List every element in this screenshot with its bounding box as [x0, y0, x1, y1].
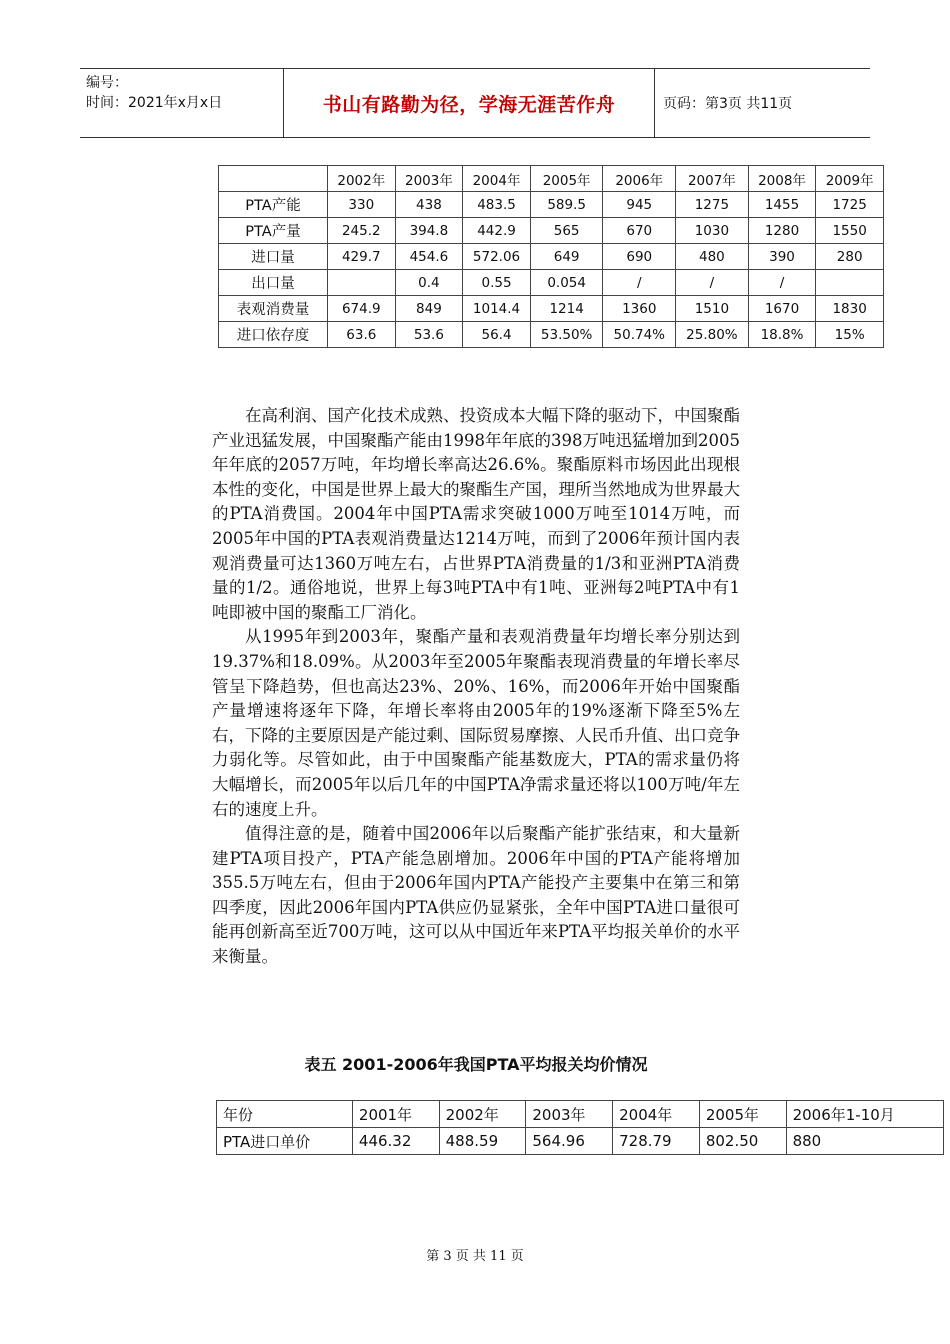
paragraph: 值得注意的是，随着中国2006年以后聚酯产能扩张结束，和大量新建PTA项目投产，PTA产能急剧增加。2006年中国的PTA产能将增加355.5万吨左右，但由于2006年国内PTA产能投产主要集中在第三和第四季度，因此2006年国内PTA供应仍显紧张，全年中国PTA进口量很可能再创新高至近700万吨，这可以从中国近年来PTA平均报关单价的水平来衡量。 — [212, 824, 740, 967]
table-cell: 53.6 — [395, 322, 463, 348]
table-cell: / — [603, 270, 676, 296]
table-header-cell: 2009年 — [816, 166, 884, 192]
table-cell: 280 — [816, 244, 884, 270]
pta-capacity-table — [218, 165, 884, 348]
table-cell: 454.6 — [395, 244, 463, 270]
table-cell: 483.5 — [463, 192, 531, 218]
table-cell: 690 — [603, 244, 676, 270]
table-cell: 589.5 — [530, 192, 603, 218]
table-row — [219, 270, 884, 296]
table-header-cell: 2002年 — [439, 1101, 526, 1128]
table-cell: 50.74% — [603, 322, 676, 348]
table-cell: 572.06 — [463, 244, 531, 270]
table-header-row — [217, 1101, 944, 1128]
header-time: 时间：2021年x月x日 — [86, 95, 223, 111]
table-header-cell: 2004年 — [463, 166, 531, 192]
row-label: 表观消费量 — [219, 296, 328, 322]
table-cell: 1214 — [530, 296, 603, 322]
header-page-box — [663, 69, 870, 137]
table-cell: 1275 — [676, 192, 749, 218]
body-text — [212, 404, 740, 970]
table-row — [219, 322, 884, 348]
table-cell: 1830 — [816, 296, 884, 322]
table-cell — [328, 270, 396, 296]
pta-import-price-table — [216, 1100, 944, 1155]
header-motto: 书山有路勤为径，学海无涯苦作舟 — [322, 93, 616, 116]
table-cell: 438 — [395, 192, 463, 218]
table-cell: 488.59 — [439, 1128, 526, 1155]
table-row — [219, 192, 884, 218]
table-cell — [816, 270, 884, 296]
table-cell: 1014.4 — [463, 296, 531, 322]
table-cell: 56.4 — [463, 322, 531, 348]
table-cell: 446.32 — [352, 1128, 439, 1155]
row-label: 进口量 — [219, 244, 328, 270]
table-cell: 565 — [530, 218, 603, 244]
table-header-cell: 2004年 — [613, 1101, 700, 1128]
table-cell: 670 — [603, 218, 676, 244]
table-row — [217, 1128, 944, 1155]
table-cell: 802.50 — [699, 1128, 786, 1155]
row-label: PTA进口单价 — [217, 1128, 353, 1155]
table-cell: 0.054 — [530, 270, 603, 296]
table-cell: 330 — [328, 192, 396, 218]
table-header-cell: 2002年 — [328, 166, 396, 192]
table-cell: 880 — [786, 1128, 943, 1155]
table-cell: 564.96 — [526, 1128, 613, 1155]
table-cell: 728.79 — [613, 1128, 700, 1155]
table-cell: 18.8% — [748, 322, 816, 348]
table-cell: 1510 — [676, 296, 749, 322]
table-cell: 1280 — [748, 218, 816, 244]
table-header-cell: 2003年 — [526, 1101, 613, 1128]
header-motto-box — [283, 69, 655, 137]
table-cell: 15% — [816, 322, 884, 348]
table-header-cell: 年份 — [217, 1101, 353, 1128]
table-cell: 245.2 — [328, 218, 396, 244]
table-header-cell: 2005年 — [530, 166, 603, 192]
table-cell: 0.4 — [395, 270, 463, 296]
table-header-cell: 2001年 — [352, 1101, 439, 1128]
table-cell: 1455 — [748, 192, 816, 218]
header-number: 编号： — [86, 75, 128, 91]
table-cell: 649 — [530, 244, 603, 270]
table-cell: 480 — [676, 244, 749, 270]
table-cell: 849 — [395, 296, 463, 322]
row-label: 出口量 — [219, 270, 328, 296]
page-footer: 第 3 页 共 11 页 — [426, 1249, 524, 1264]
table-cell: 390 — [748, 244, 816, 270]
table-header-cell — [219, 166, 328, 192]
table-cell: 1030 — [676, 218, 749, 244]
table-cell: 429.7 — [328, 244, 396, 270]
table-header-row — [219, 166, 884, 192]
table-header-cell: 2008年 — [748, 166, 816, 192]
row-label: PTA产能 — [219, 192, 328, 218]
row-label: 进口依存度 — [219, 322, 328, 348]
table-header-cell: 2007年 — [676, 166, 749, 192]
row-label: PTA产量 — [219, 218, 328, 244]
table-cell: 1725 — [816, 192, 884, 218]
paragraph: 从1995年到2003年，聚酯产量和表观消费量年均增长率分别达到19.37%和18.09%。从2003年至2005年聚酯表现消费量的年增长率尽管呈下降趋势，但也高达23%、20%、16%，而2006年开始中国聚酯产量增速将逐年下降，年增长率将由2005年的19%逐渐下降至5%左右，下降的主要原因是产能过剩、国际贸易摩擦、人民币升值、出口竞争力弱化等。尽管如此，由于中国聚酯产能基数庞大，PTA的需求量仍将大幅增长，而2005年以后几年的中国PTA净需求量还将以100万吨/年左右的速度上升。 — [212, 627, 740, 819]
table-cell: 1360 — [603, 296, 676, 322]
table-cell: 63.6 — [328, 322, 396, 348]
table-cell: 1670 — [748, 296, 816, 322]
table-cell: / — [748, 270, 816, 296]
table-row — [219, 296, 884, 322]
table-row — [219, 244, 884, 270]
header-meta — [80, 69, 280, 137]
table-row — [219, 218, 884, 244]
table-cell: 25.80% — [676, 322, 749, 348]
table-header-cell: 2006年1-10月 — [786, 1101, 943, 1128]
paragraph: 在高利润、国产化技术成熟、投资成本大幅下降的驱动下，中国聚酯产业迅猛发展，中国聚酯产能由1998年年底的398万吨迅猛增加到2005年年底的2057万吨，年均增长率高达26.6%。聚酯原料市场因此出现根本性的变化，中国是世界上最大的聚酯生产国，理所当然地成为世界最大的PTA消费国。2004年中国PTA需求突破1000万吨至1014万吨，而2005年中国的PTA表观消费量达1214万吨，而到了2006年预计国内表观消费量可达1360万吨左右，占世界PTA消费量的1/3和亚洲PTA消费量的1/2。通俗地说，世界上每3吨PTA中有1吨、亚洲每2吨PTA中有1吨即被中国的聚酯工厂消化。 — [212, 406, 740, 622]
page-header — [80, 68, 870, 138]
table-cell: 674.9 — [328, 296, 396, 322]
table-header-cell: 2006年 — [603, 166, 676, 192]
table-cell: 945 — [603, 192, 676, 218]
table-cell: 442.9 — [463, 218, 531, 244]
table-cell: 0.55 — [463, 270, 531, 296]
table-header-cell: 2003年 — [395, 166, 463, 192]
table-cell: 53.50% — [530, 322, 603, 348]
table-cell: 1550 — [816, 218, 884, 244]
table-header-cell: 2005年 — [699, 1101, 786, 1128]
table-cell: 394.8 — [395, 218, 463, 244]
header-page-number: 页码：第3页 共11页 — [663, 96, 793, 112]
table-caption: 表五 2001-2006年我国PTA平均报关均价情况 — [304, 1055, 648, 1074]
table-cell: / — [676, 270, 749, 296]
